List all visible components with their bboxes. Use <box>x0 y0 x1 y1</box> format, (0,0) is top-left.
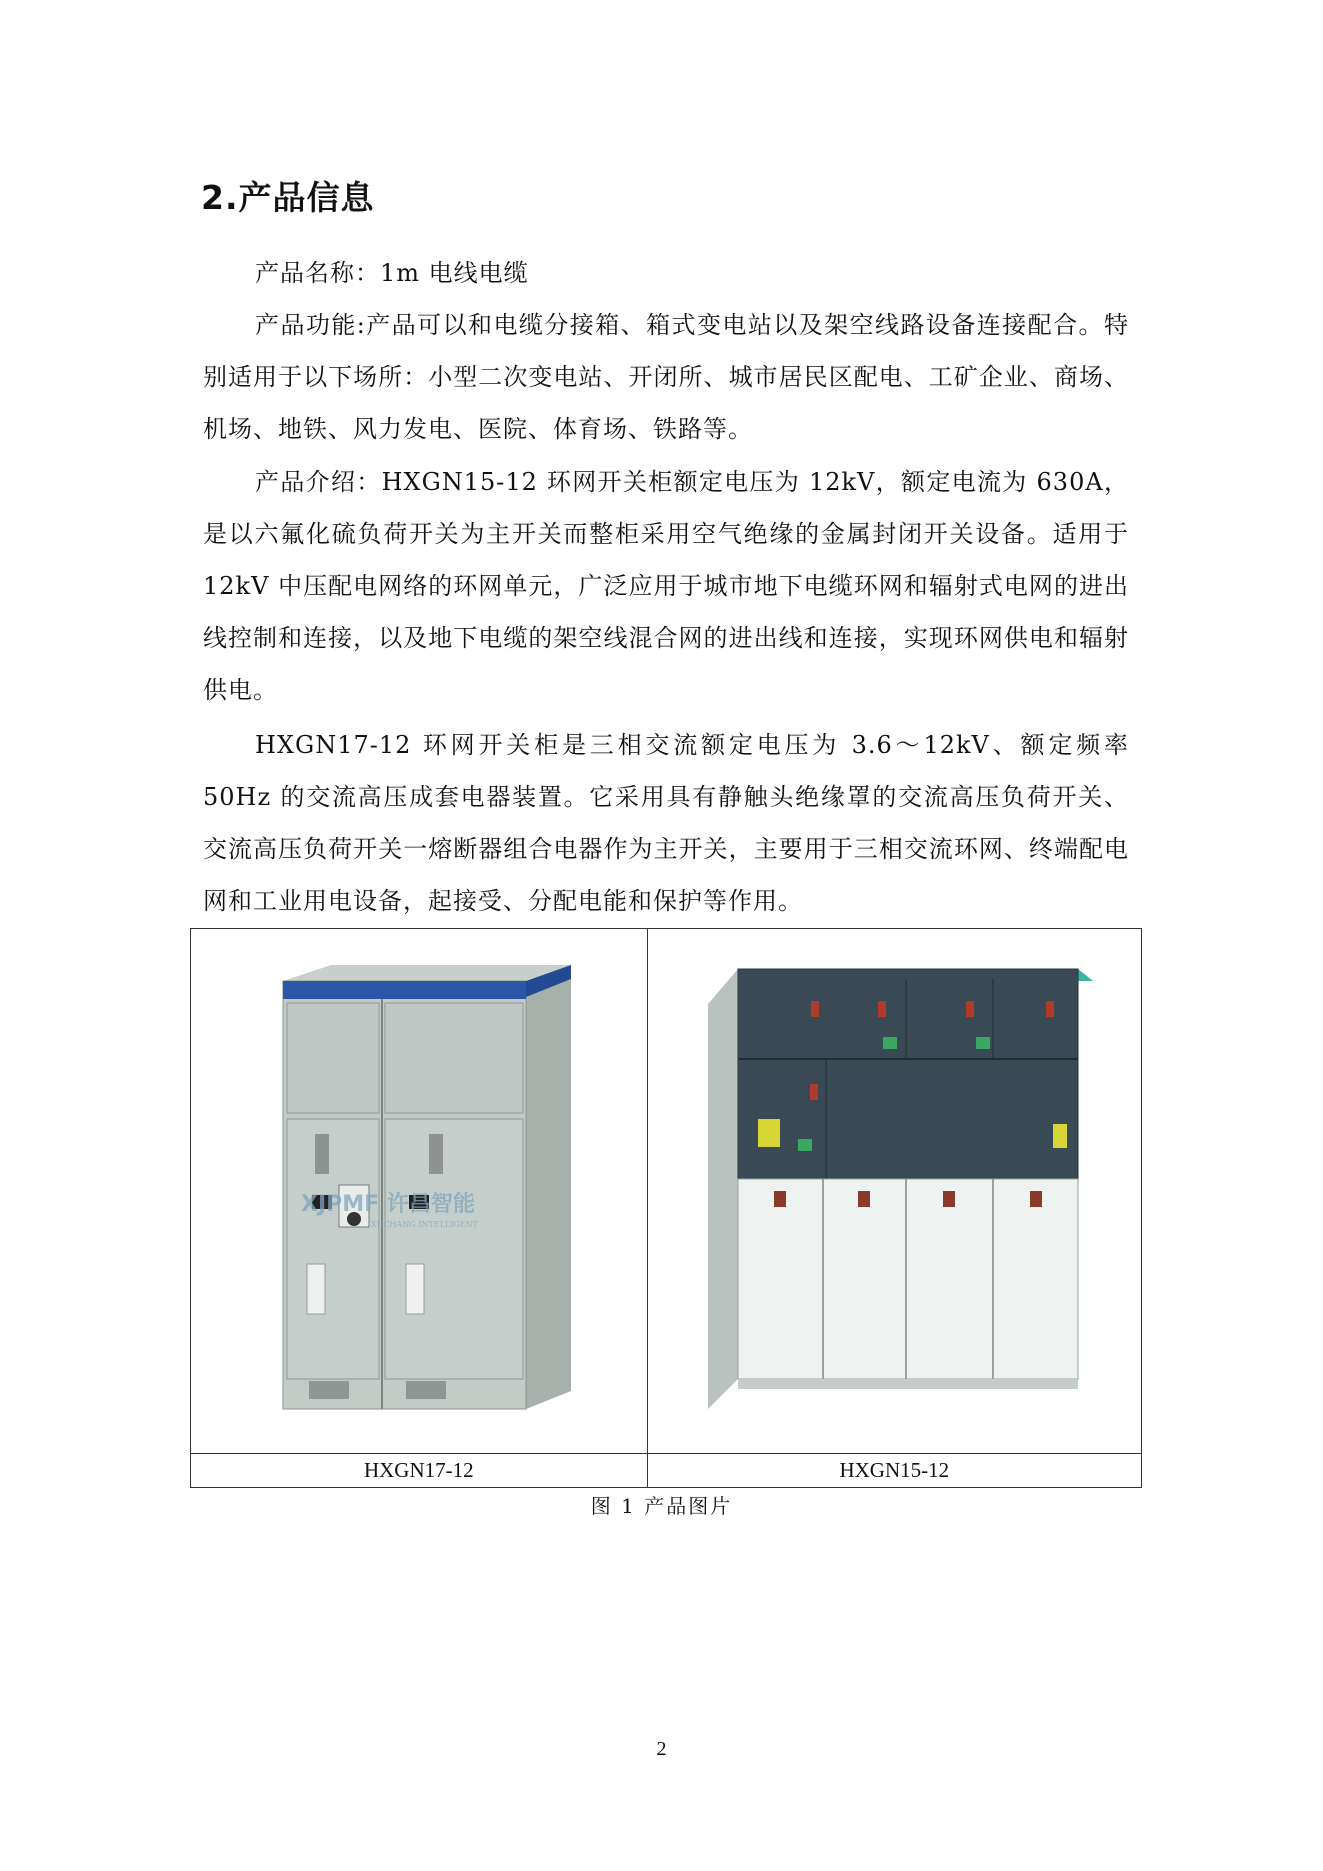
hxgn15-image-cell <box>647 929 1141 1454</box>
right-image-label: HXGN15-12 <box>647 1454 1141 1488</box>
hxgn15-cabinet-image <box>648 929 1143 1453</box>
paragraph-product-name: 产品名称：1m 电线电缆 <box>255 259 529 287</box>
hxgn17-image-cell <box>191 929 648 1454</box>
product-figure-table <box>190 928 1142 1488</box>
section-heading: 2.产品信息 <box>201 178 375 217</box>
page-number: 2 <box>656 1738 667 1760</box>
paragraph-hxgn17-description: HXGN17-12 环网开关柜是三相交流额定电压为 3.6～12kV、额定频率 50Hz 的交流高压成套电器装置。它采用具有静触头绝缘罩的交流高压负荷开关、交流高压负荷开关一熔断器组合电器作为主开关，主要用于三相交流环网、终端配电网和工业用电设备，起接受、分配电能和保护等作用。 <box>203 731 1129 915</box>
watermark-logo-text: XJPMF 许昌智能 <box>301 1192 475 1217</box>
paragraph-product-function: 产品功能:产品可以和电缆分接箱、箱式变电站以及架空线路设备连接配合。特别适用于以下场所：小型二次变电站、开闭所、城市居民区配电、工矿企业、商场、机场、地铁、风力发电、医院、体育场、铁路等。 <box>203 311 1129 443</box>
left-image-label: HXGN17-12 <box>191 1454 648 1488</box>
watermark-sub-text: XUCHANG INTELLIGENT <box>371 1220 478 1229</box>
paragraph-product-intro: 产品介绍：HXGN15-12 环网开关柜额定电压为 12kV，额定电流为 630A，是以六氟化硫负荷开关为主开关而整柜采用空气绝缘的金属封闭开关设备。适用于 12kV 中压配电网络的环网单元，广泛应用于城市地下电缆环网和辐射式电网的进出线控制和连接，以及地下电缆的架空线混合网的进出线和连接，实现环网供电和辐射供电。 <box>203 468 1129 704</box>
hxgn17-cabinet-image <box>191 929 648 1453</box>
figure-caption: 图 1 产品图片 <box>590 1494 733 1518</box>
